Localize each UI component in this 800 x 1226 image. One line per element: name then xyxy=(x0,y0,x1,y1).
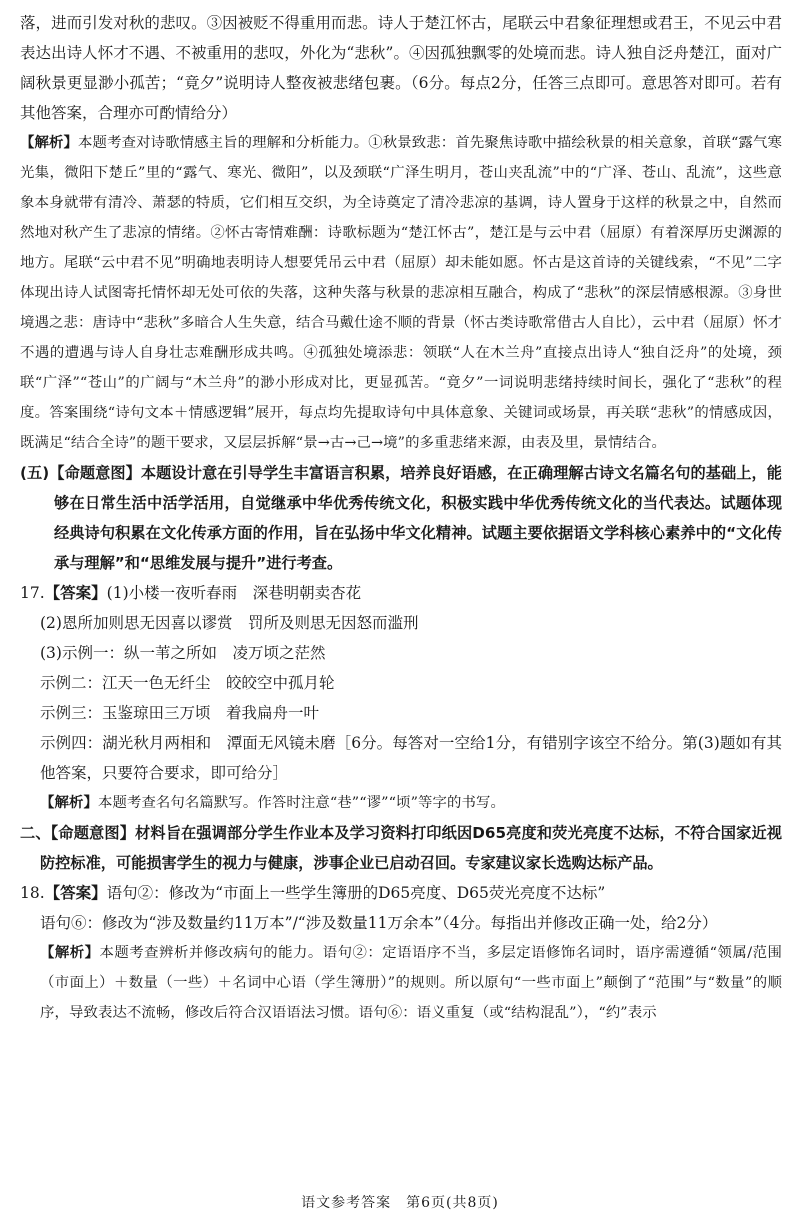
q17-answer-line-5: 示例三：玉鉴琼田三万顷 着我扁舟一叶 xyxy=(40,704,320,722)
q17-answer-line-6: 示例四：湖光秋月两相和 潭面无风镜未磨［6分。每答对一空给1分，有错别字该空不给分。第(3)题如有其他答案，只要符合要求，即可给分］ xyxy=(40,734,782,782)
q17-number: 17. xyxy=(20,584,45,602)
q16-answer-continuation: 落，进而引发对秋的悲叹。③因被贬不得重用而悲。诗人于楚江怀古，尾联云中君象征理想或君王，不见云中君表达出诗人怀才不遇、不被重用的悲叹，外化为“悲秋”。④因孤独飘零的处境而悲。诗人独自泛舟楚江，面对广阔秋景更显渺小孤苦；“竟夕”说明诗人整夜被悲绪包裹。（6分。每点2分，任答三点即可。意思答对即可。若有其他答案，合理亦可酌情给分） xyxy=(20,14,782,122)
q18-block xyxy=(20,878,782,1028)
q18-analysis: 【解析】本题考查辨析并修改病句的能力。语句②：定语语序不当，多层定语修饰名词时，语序需遵循“领属/范围（市面上）＋数量（一些）＋名词中心语（学生簿册）”的规则。所以原句“一些市面上”颠倒了“范围”与“数量”的顺序，导致表达不流畅，修改后符合汉语语法习惯。语句⑥：语义重复（或“结构混乱”），“约”表示 xyxy=(40,945,782,1021)
analysis-tag: 【解析】 xyxy=(40,795,98,811)
answer-tag: 【答案】 xyxy=(44,584,107,602)
section-2-intent: 二、【命题意图】材料旨在强调部分学生作业本及学习资料打印纸因D65亮度和荧光亮度不达标，不符合国家近视防控标准，可能损害学生的视力与健康，涉事企业已启动召回。专家建议家长选购达标产品。 xyxy=(20,824,782,872)
q17-block xyxy=(20,578,782,818)
section-5-intent: (五)【命题意图】本题设计意在引导学生丰富语言积累，培养良好语感，在正确理解古诗文名篇名句的基础上，能够在日常生活中活学活用，自觉继承中华优秀传统文化，积极实践中华优秀传统文化的当代表达。试题体现经典诗句积累在文化传承方面的作用，旨在弘扬中华文化精神。试题主要依据语文学科核心素养中的“文化传承与理解”和“思维发展与提升”进行考查。 xyxy=(20,464,782,572)
q18-number: 18. xyxy=(20,884,45,902)
q16-analysis xyxy=(20,128,782,458)
analysis-tag: 【解析】 xyxy=(40,945,100,961)
q17-answer-line-3: (3)示例一：纵一苇之所如 凌万顷之茫然 xyxy=(40,644,326,662)
q18-answer-line-1: 18.【答案】语句②：修改为“市面上一些学生簿册的D65亮度、D65荧光亮度不达标” xyxy=(20,884,606,902)
q17-answer-line-2: (2)恩所加则思无因喜以谬赏 罚所及则思无因怒而滥刑 xyxy=(40,614,419,632)
analysis-tag: 【解析】 xyxy=(20,135,79,151)
page-footer: 语文参考答案 第6页(共8页) xyxy=(301,1195,499,1211)
q17-analysis: 【解析】本题考查名句名篇默写。作答时注意“巷”“谬”“顷”等字的书写。 xyxy=(40,795,505,811)
q17-answer-line-1: 17.【答案】(1)小楼一夜听春雨 深巷明朝卖杏花 xyxy=(20,584,362,602)
q18-answer-line-2: 语句⑥：修改为“涉及数量约11万本”/“涉及数量11万余本”（4分。每指出并修改正确一处，给2分） xyxy=(40,914,718,932)
q17-answer-line-4: 示例二：江天一色无纤尘 皎皎空中孤月轮 xyxy=(40,674,335,692)
answer-tag: 【答案】 xyxy=(44,884,107,902)
analysis-text: 本题考查对诗歌情感主旨的理解和分析能力。①秋景致悲：首先聚焦诗歌中描绘秋景的相关意象，首联“露气寒光集，微阳下楚丘”里的“露气、寒光、微阳”，以及颈联“广泽生明月，苍山夹乱流”中的“广泽、苍山、乱流”，这些意象本身就带有清冷、萧瑟的特质，它们相互交织，为全诗奠定了清冷悲凉的基调，诗人置身于这样的秋景之中，自然而然地对秋产生了悲凉的情绪。②怀古寄情难酬：诗歌标题为“楚江怀古”，楚江是与云中君（屈原）有着深厚历史渊源的地方。尾联“云中君不见”明确地表明诗人想要凭吊云中君（屈原）却未能如愿。怀古是这首诗的关键线索，“不见”二字体现出诗人试图寄托情怀却无处可依的失落，这种失落与秋景的悲凉相互融合，构成了“悲秋”的深层情感根源。③身世境遇之悲：唐诗中“悲秋”多暗合人生失意，结合马戴仕途不顺的背景（怀古类诗歌常借古人自比），云中君（屈原）怀才不遇的遭遇与诗人自身壮志难酬形成共鸣。④孤独处境添悲：领联“人在木兰舟”直接点出诗人“独自泛舟”的处境，颈联“广泽”“苍山”的广阔与“木兰舟”的渺小形成对比，更显孤苦。“竟夕”一词说明悲绪持续时间长，强化了“悲秋”的程度。答案围绕“诗句文本＋情感逻辑”展开，每点均先提取诗句中具体意象、关键词或场景，再关联“悲秋”的情感成因，既满足“结合全诗”的题干要求，又层层拆解“景→古→己→境”的多重悲绪来源，由表及里，景情结合。 xyxy=(20,135,782,451)
